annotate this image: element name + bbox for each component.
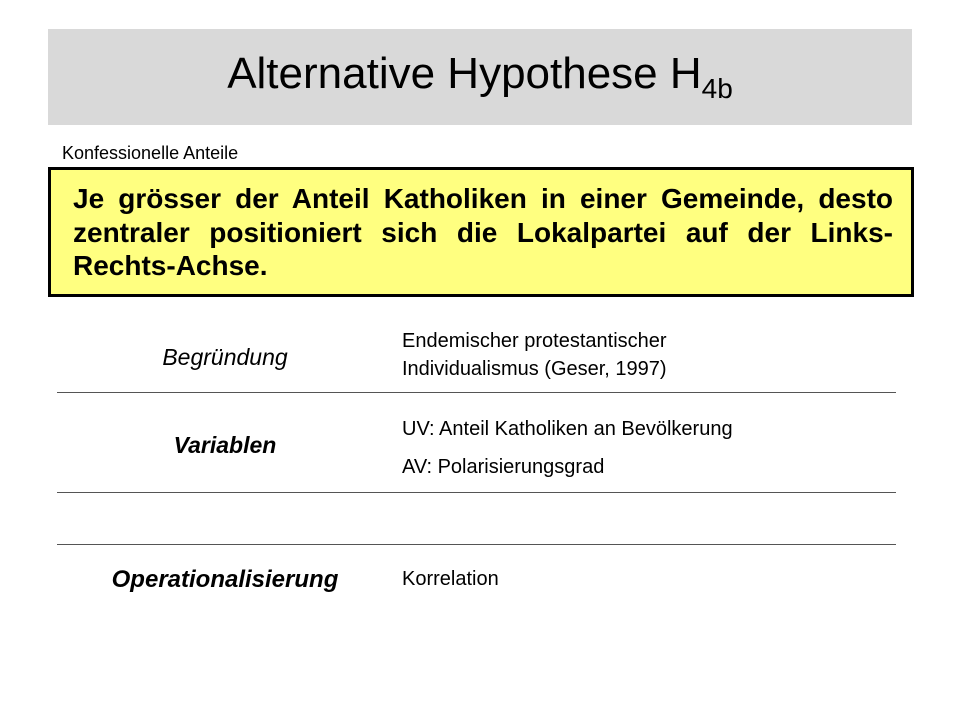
begruendung-label: Begründung	[162, 344, 288, 370]
divider-1	[57, 392, 896, 393]
begruendung-line-1: Endemischer protestantischer	[402, 330, 667, 352]
title-subscript: 4b	[701, 73, 733, 104]
operationalisierung-label: Operationalisierung	[111, 566, 339, 593]
title-main: Alternative Hypothese H	[227, 49, 702, 98]
begruendung-line-2: Individualismus (Geser, 1997)	[402, 358, 667, 380]
variablen-value	[402, 410, 733, 486]
slide-title	[0, 49, 960, 104]
section-label: Konfessionelle Anteile	[62, 143, 239, 163]
divider-3	[57, 544, 896, 545]
variablen-line-2: AV: Polarisierungsgrad	[402, 456, 605, 478]
hypothesis-text: Je grösser der Anteil Katholiken in einer Gemeinde, desto zentraler positioniert sich die Lokalpartei auf der Links-Rechts-Achse.	[73, 183, 893, 281]
begruendung-value	[402, 327, 667, 383]
divider-2	[57, 492, 896, 493]
variablen-line-1: UV: Anteil Katholiken an Bevölkerung	[402, 418, 733, 440]
operationalisierung-value: Korrelation	[402, 568, 499, 590]
variablen-label: Variablen	[173, 432, 277, 458]
hypothesis-box	[48, 167, 914, 297]
